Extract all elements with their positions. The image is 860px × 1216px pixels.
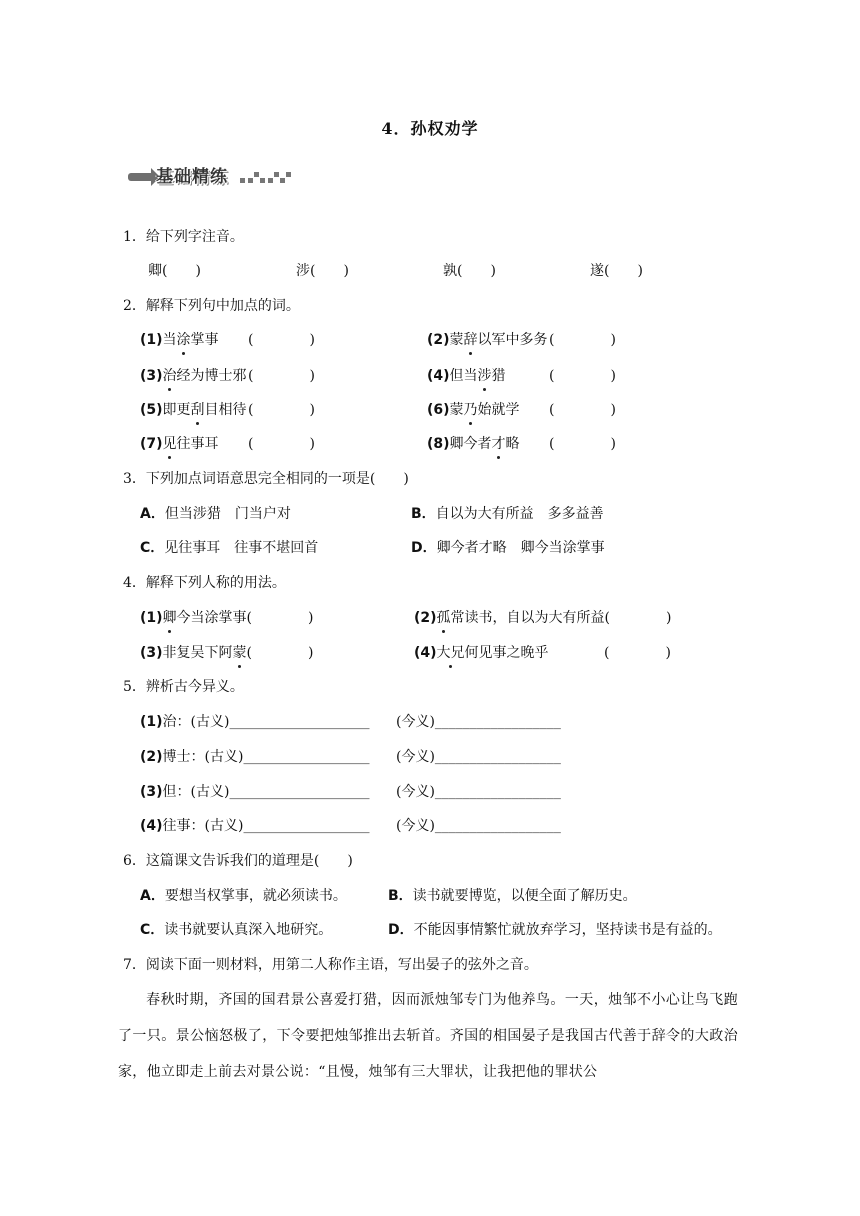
q7-passage: 春秋时期，齐国的国君景公喜爱打猎，因而派烛邹专门为他养鸟。一天，烛邹不小心让鸟飞跑了一只。景公恼怒极了，下令要把烛邹推出去斩首。齐国的相国晏子是我国古代善于辞令的大政治家，他立即走上前去对景公说：“且慢，烛邹有三大罪状，让我把他的罪状公 [118,992,738,1080]
q4-item: (4)大兄何见事之晚乎 [414,645,549,661]
q3-stem: 3．下列加点词语意思完全相同的一项是( ) [123,471,409,487]
q2-blank: ( ) [248,402,315,418]
q2-blank: ( ) [248,368,315,384]
q6-option-d: D．不能因事情繁忙就放弃学习，坚持读书是有益的。 [388,922,722,938]
q5-modern: (今义)__________________ [396,714,561,730]
page-title: 4．孙权劝学 [381,119,479,138]
q4-item: (1)卿今当涂掌事( ) [140,610,314,626]
q4-blank: ( ) [604,645,671,661]
q2-blank: ( ) [549,402,616,418]
q6-stem: 6．这篇课文告诉我们的道理是( ) [123,853,353,869]
q2-item: (5)即更刮目相待 [140,402,247,418]
arrow-icon [128,173,154,181]
q6-option-c: C．读书就要认真深入地研究。 [140,922,333,938]
q2-blank: ( ) [549,332,616,348]
q6-option-a: A．要想当权掌事，就必须读书。 [140,888,347,904]
q2-item: (6)蒙乃始就学 [427,402,520,418]
section-banner-label: 基础精练 [156,167,228,187]
pixel-decoration-icon [240,172,290,186]
q5-item: (1)治：(古义)____________________ [140,714,370,730]
q4-item: (3)非复吴下阿蒙( ) [140,645,314,661]
q5-item: (3)但：(古义)____________________ [140,784,370,800]
q2-item: (2)蒙辞以军中多务 [427,332,548,348]
q6-option-b: B．读书就要博览，以便全面了解历史。 [388,888,637,904]
q2-blank: ( ) [248,332,315,348]
q1-stem: 1．给下列字注音。 [123,229,244,245]
q2-item: (3)治经为博士邪 [140,368,247,384]
q7-stem: 7．阅读下面一则材料，用第二人称作主语，写出晏子的弦外之音。 [123,957,538,973]
q5-item: (2)博士：(古义)__________________ [140,749,370,765]
q5-item: (4)往事：(古义)__________________ [140,818,370,834]
q1-item: 卿( ) [148,263,201,279]
q3-option-d: D．卿今者才略 卿今当涂掌事 [411,540,605,556]
q3-option-b: B．自以为大有所益 多多益善 [411,506,604,522]
q4-item: (2)孤常读书，自以为大有所益( ) [414,610,672,626]
q2-item: (4)但当涉猎 [427,368,506,384]
q2-blank: ( ) [549,436,616,452]
q2-stem: 2．解释下列句中加点的词。 [123,298,300,314]
q2-item: (1)当涂掌事 [140,332,219,348]
q5-modern: (今义)__________________ [396,784,561,800]
q2-item: (8)卿今者才略 [427,436,520,452]
q2-blank: ( ) [549,368,616,384]
q5-modern: (今义)__________________ [396,818,561,834]
q2-blank: ( ) [248,436,315,452]
q3-option-a: A．但当涉猎 门当户对 [140,506,291,522]
q3-option-c: C．见往事耳 往事不堪回首 [140,540,319,556]
q5-modern: (今义)__________________ [396,749,561,765]
q5-stem: 5．辨析古今异义。 [123,679,244,695]
section-banner [128,160,290,190]
q1-item: 遂( ) [590,263,643,279]
q4-stem: 4．解释下列人称的用法。 [123,575,286,591]
q1-item: 涉( ) [296,263,349,279]
q1-item: 孰( ) [443,263,496,279]
q2-item: (7)见往事耳 [140,436,219,452]
